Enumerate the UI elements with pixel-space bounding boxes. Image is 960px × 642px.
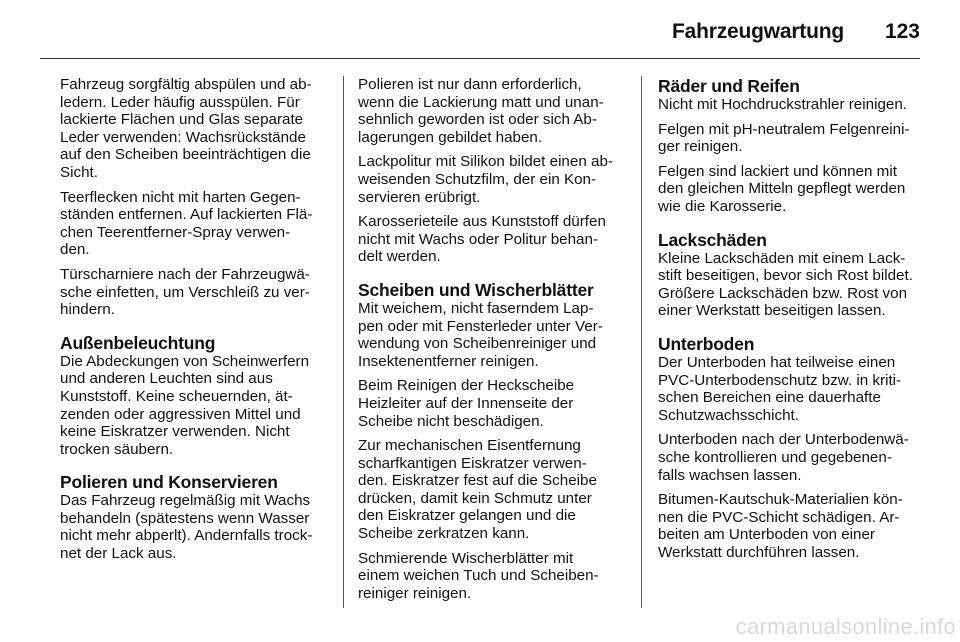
paragraph: Karosserieteile aus Kunststoff dürfen nicht mit Wachs oder Politur behan- delt werden. <box>358 213 606 266</box>
paragraph: Schmierende Wischerblätter mit einem weichen Tuch und Scheiben- reiniger reinigen. <box>358 549 599 602</box>
paragraph: Kleine Lackschäden mit einem Lack- stift beseitigen, bevor sich Rost bildet. Größere Lackschäden bzw. Rost von einer Werkstatt beseitigen lassen. <box>658 249 913 320</box>
paragraph: Mit weichem, nicht faserndem Lap- pen oder mit Fensterleder unter Ver- wendung von Scheibenreiniger und Insektenentferner reinigen. <box>358 299 603 370</box>
paragraph: Nicht mit Hochdruckstrahler reinigen. <box>658 96 907 113</box>
paragraph: Unterboden nach der Unterbodenwä- sche kontrollieren und gegebenen- falls wachsen lassen. <box>658 431 909 484</box>
paragraph: Beim Reinigen der Heckscheibe Heizleiter auf der Innenseite der Scheibe nicht beschädigen. <box>358 377 575 430</box>
column-divider <box>343 76 344 608</box>
column-divider <box>641 76 642 608</box>
paragraph: Felgen mit pH-neutralem Felgenreini- ger reinigen. <box>658 120 910 156</box>
section-heading: Scheiben und Wischerblätter <box>358 279 594 300</box>
paragraph: Fahrzeug sorgfältig abspülen und ab- ledern. Leder häufig ausspülen. Für lackierte Flächen und Glas separate Leder verwenden: Wachsrückstände auf den Scheiben beeinträchtigen die Sicht. <box>60 76 312 181</box>
page-number: 123 <box>884 20 920 43</box>
page-title: Fahrzeugwartung <box>671 20 844 43</box>
section-heading: Unterboden <box>658 333 755 354</box>
column-2 <box>358 76 630 609</box>
watermark: carmanualsonline.info <box>735 614 956 639</box>
paragraph: Bitumen-Kautschuk-Materialien kön- nen die PVC-Schicht schädigen. Ar- beiten am Unterboden von einer Werkstatt durchführen lassen. <box>658 491 903 561</box>
header-rule <box>40 58 920 59</box>
paragraph: Felgen sind lackiert und können mit den gleichen Mitteln gepflegt werden wie die Karosserie. <box>658 162 906 215</box>
paragraph: Teerflecken nicht mit harten Gegen- ständen entfernen. Auf lackierten Flä- chen Teerentferner-Spray verwen- den. <box>60 188 313 259</box>
section-heading: Lackschäden <box>658 229 767 250</box>
paragraph: Lackpolitur mit Silikon bildet einen ab- weisenden Schutzfilm, der ein Kon- servieren erübrigt. <box>358 153 613 206</box>
paragraph: Türscharniere nach der Fahrzeugwä- sche einfetten, um Verschleiß zu ver- hindern. <box>60 265 310 319</box>
paragraph: Die Abdeckungen von Scheinwerfern und anderen Leuchten sind aus Kunststoff. Keine scheuernden, ät- zenden oder aggressiven Mittel und keine Eiskratzer verwenden. Nicht trocken säubern. <box>60 352 310 458</box>
column-1 <box>60 76 332 570</box>
page-header <box>0 0 960 58</box>
paragraph: Zur mechanischen Eisentfernung scharfkantigen Eiskratzer verwen- den. Eiskratzer fest auf die Scheibe drücken, damit kein Schmutz unter den Eiskratzer gelangen und die Scheibe zerkratzen kann. <box>358 437 597 543</box>
section-heading: Polieren und Konservieren <box>60 472 278 493</box>
paragraph: Der Unterboden hat teilweise einen PVC-Unterbodenschutz bzw. in kriti- schen Bereichen eine dauerhafte Schutzwachsschicht. <box>658 353 902 424</box>
section-heading: Außenbeleuchtung <box>60 332 216 353</box>
paragraph: Das Fahrzeug regelmäßig mit Wachs behandeln (spätestens wenn Wasser nicht mehr abperlt). Andernfalls trock- net der Lack aus. <box>60 492 313 563</box>
column-3 <box>658 76 922 568</box>
paragraph: Polieren ist nur dann erforderlich, wenn die Lackierung matt und unan- sehnlich geworden ist oder sich Ab- lagerungen gebildet haben. <box>358 76 604 146</box>
section-heading: Räder und Reifen <box>658 76 800 96</box>
